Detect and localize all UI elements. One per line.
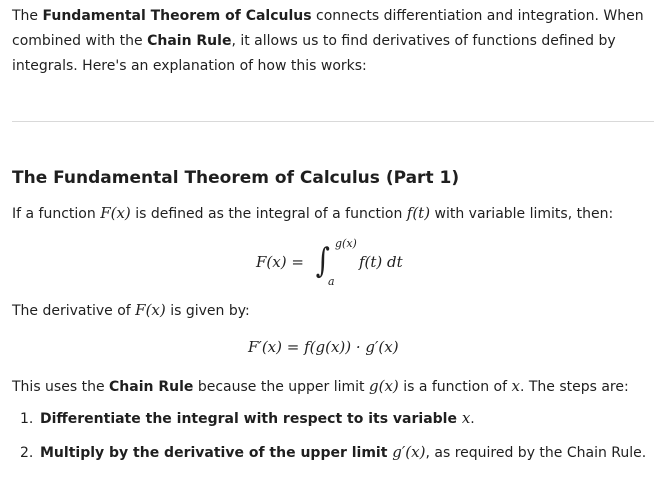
step-bold: Differentiate the integral with respect to its variable — [40, 411, 462, 427]
deriv-text-a: The derivative of — [12, 303, 136, 319]
def-text-c: with variable limits, then: — [430, 206, 614, 222]
chain-rule-line — [12, 375, 629, 398]
intro-text-3: , it allows us to find derivatives of functions defined by integrals. Here's an explanation of how this works: — [12, 33, 616, 74]
steps-list — [20, 407, 646, 464]
eq1-lhs: F(x) = — [256, 253, 304, 271]
integral-sign: ∫ — [315, 241, 330, 281]
section-divider — [12, 121, 654, 122]
step-number: 1. — [20, 411, 34, 427]
intro-text-2: connects differentiation and integration. When combined with the — [12, 8, 644, 49]
step-rest: . — [470, 411, 475, 427]
intro-bold-chain-rule: Chain Rule — [147, 33, 232, 49]
math-F-of-x-2: F(x) — [135, 301, 166, 319]
step-math: x — [461, 409, 471, 427]
chain-text-b: because the upper limit — [193, 379, 369, 395]
deriv-text-b: is given by: — [165, 303, 250, 319]
math-x: x — [511, 377, 520, 395]
list-item — [20, 407, 646, 430]
list-item — [20, 441, 646, 464]
chain-text-d: . The steps are: — [519, 379, 629, 395]
math-F-of-x: F(x) — [100, 204, 131, 222]
integral-upper-limit: g(x) — [335, 237, 357, 250]
section-title: The Fundamental Theorem of Calculus (Part 1) — [12, 168, 460, 188]
chain-text-a: This uses the — [12, 379, 110, 395]
math-g-of-x: g(x) — [369, 377, 399, 395]
intro-bold-ftc: Fundamental Theorem of Calculus — [42, 8, 312, 24]
derivative-intro-line — [12, 299, 250, 322]
derivative-equation: F′(x) = f(g(x)) · g′(x) — [248, 338, 399, 356]
math-f-of-t: f(t) — [406, 204, 431, 222]
chain-text-c: is a function of — [398, 379, 512, 395]
intro-paragraph — [12, 4, 654, 79]
intro-text-1: The — [12, 8, 43, 24]
integral-equation — [256, 237, 456, 289]
definition-line — [12, 202, 613, 225]
chain-bold: Chain Rule — [109, 379, 194, 395]
integral-lower-limit: a — [328, 275, 335, 288]
def-text-b: is defined as the integral of a function — [130, 206, 407, 222]
step-number: 2. — [20, 445, 34, 461]
step-bold: Multiply by the derivative of the upper limit — [40, 445, 393, 461]
eq1-integrand: f(t) dt — [359, 253, 403, 271]
step-math: g′(x) — [392, 443, 426, 461]
def-text-a: If a function — [12, 206, 101, 222]
step-rest: , as required by the Chain Rule. — [425, 445, 647, 461]
